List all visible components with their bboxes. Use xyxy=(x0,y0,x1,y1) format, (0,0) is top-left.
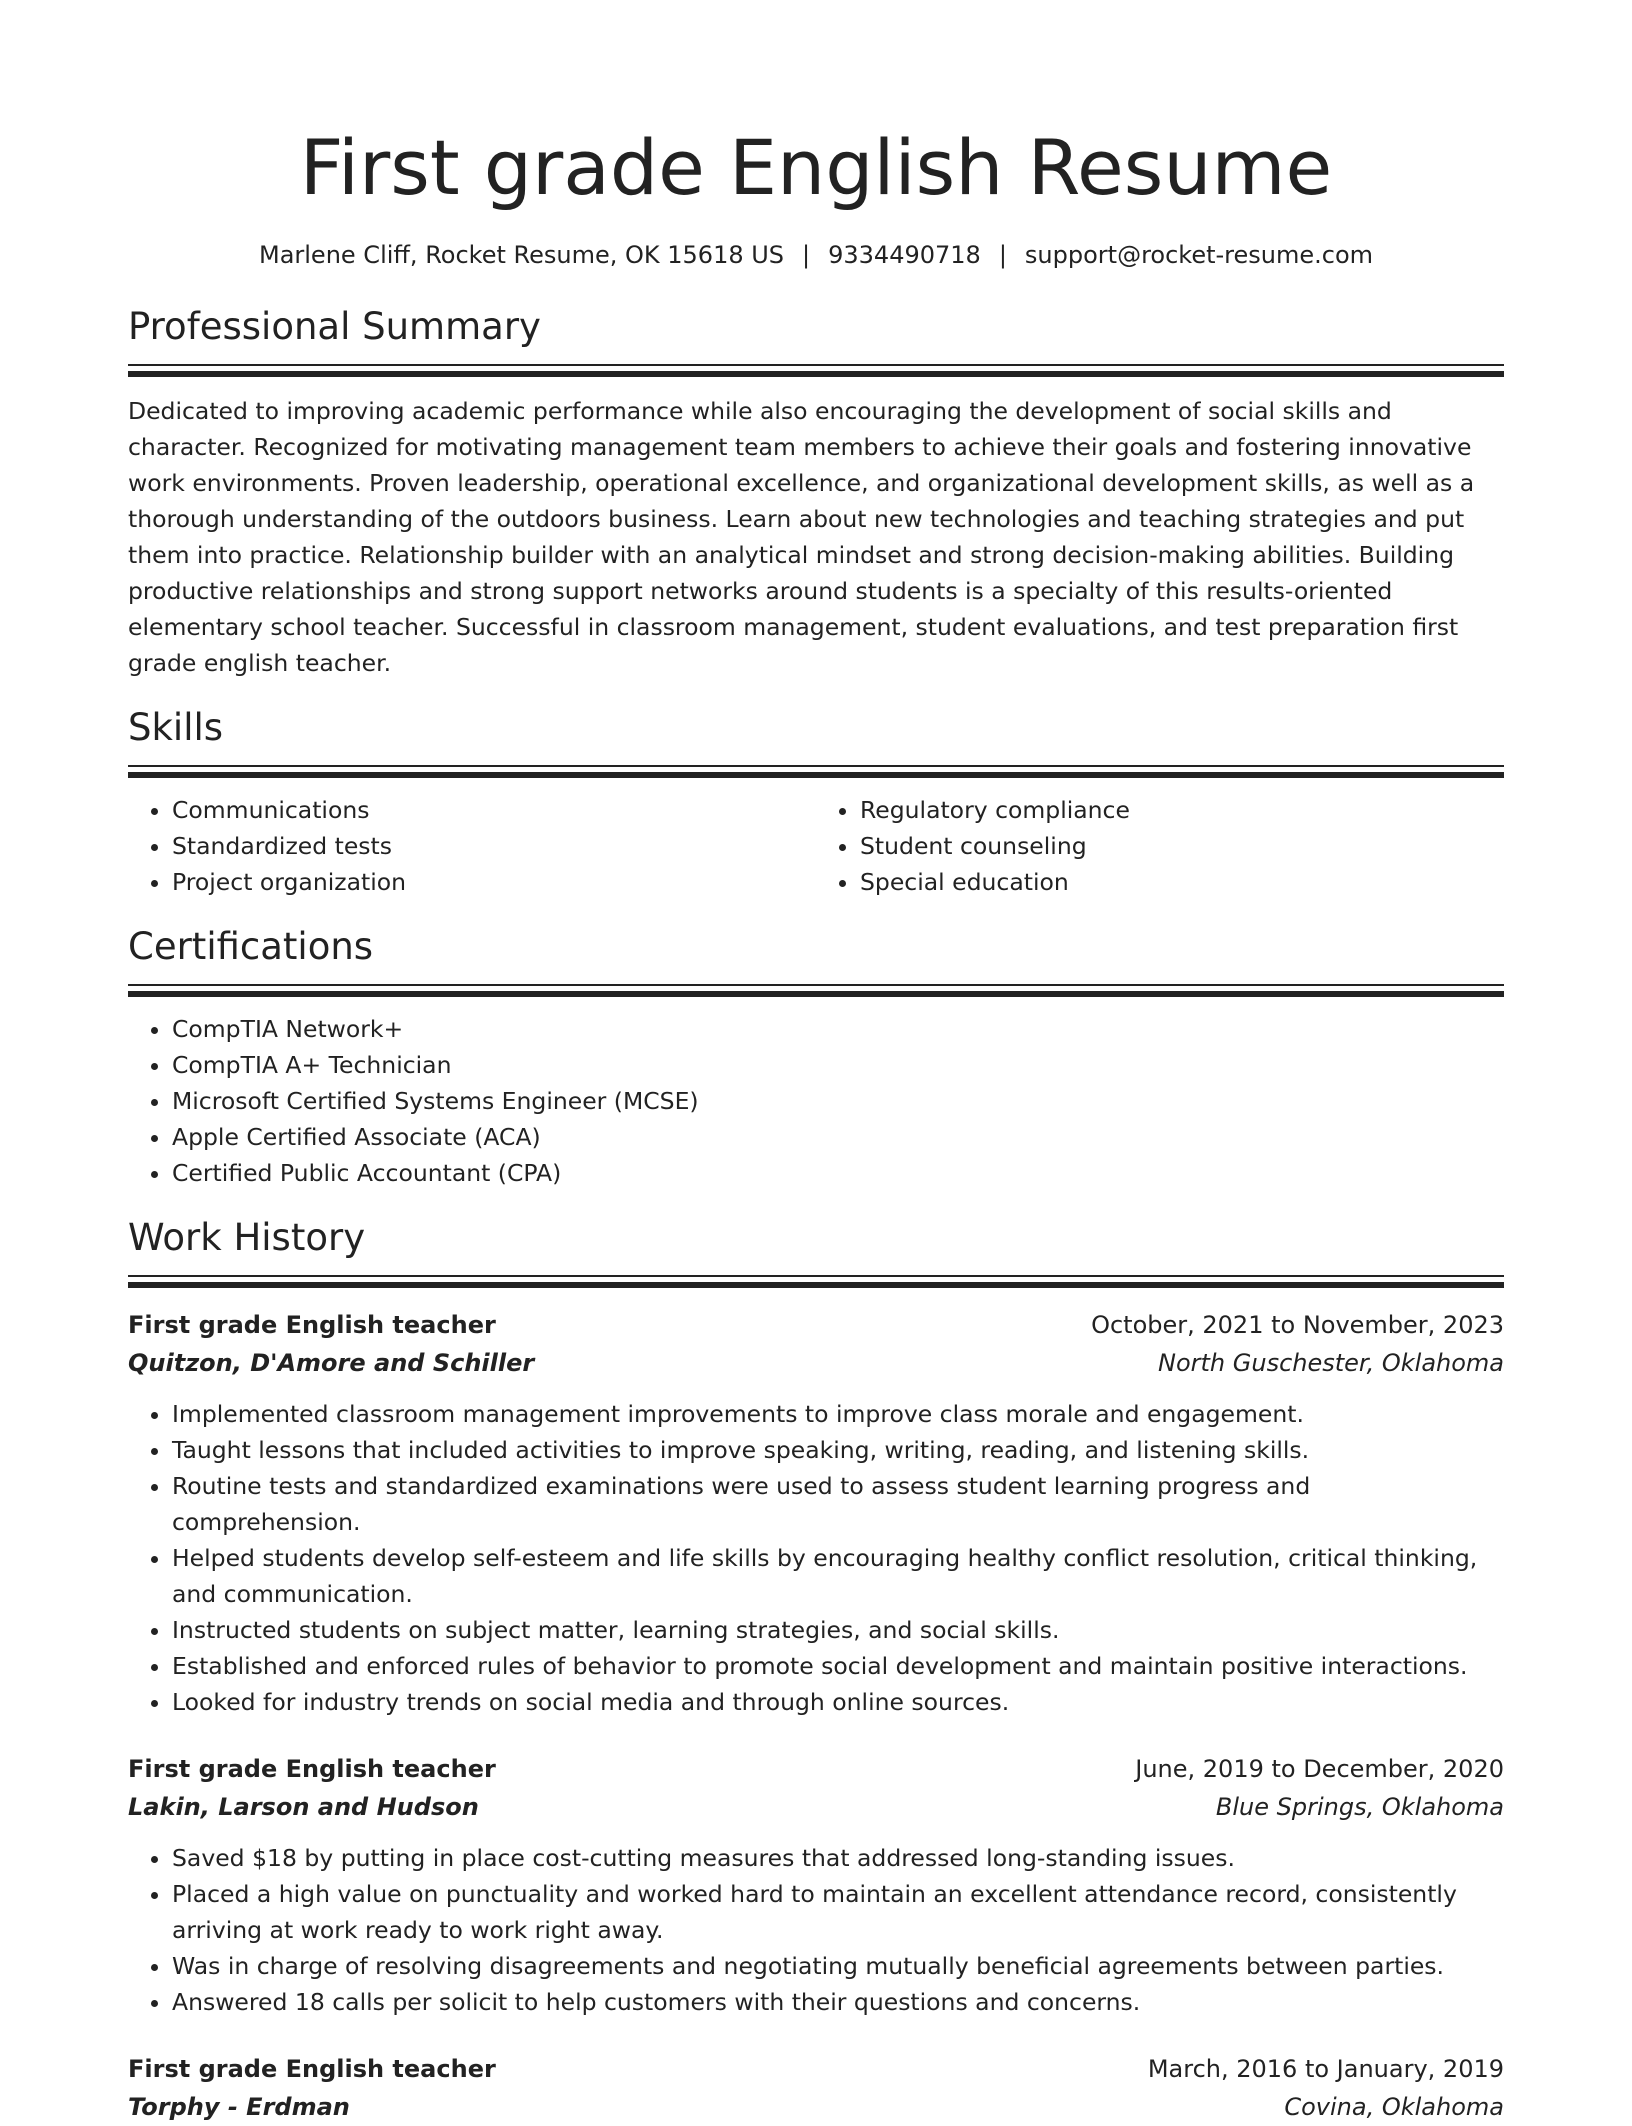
skill-item: • Special education xyxy=(860,864,1504,900)
certification-item: • Apple Certified Associate (ACA) xyxy=(172,1119,1504,1155)
job-bullets xyxy=(128,1840,1504,2020)
job-company-row xyxy=(128,1788,1504,1826)
job-entry xyxy=(128,2050,1504,2126)
certification-item: • CompTIA A+ Technician xyxy=(172,1047,1504,1083)
job-bullet: • Was in charge of resolving disagreements and negotiating mutually beneficial agreements between parties. xyxy=(172,1948,1504,1984)
contact-email: support@rocket-resume.com xyxy=(1024,241,1374,269)
job-bullet: • Implemented classroom management improvements to improve class morale and engagement. xyxy=(172,1396,1504,1432)
job-location: North Guschester, Oklahoma xyxy=(1158,1349,1504,1377)
job-company-row xyxy=(128,2088,1504,2126)
certifications-list xyxy=(128,1011,1504,1191)
job-dates: June, 2019 to December, 2020 xyxy=(1135,1755,1504,1783)
job-company: Torphy - Erdman xyxy=(128,2093,350,2121)
job-title: First grade English teacher xyxy=(128,1755,496,1783)
skill-item: • Project organization xyxy=(172,864,816,900)
job-company-row xyxy=(128,1344,1504,1382)
certification-item: • Microsoft Certified Systems Engineer (MCSE) xyxy=(172,1083,1504,1119)
job-bullet: • Answered 18 calls per solicit to help customers with their questions and concerns. xyxy=(172,1984,1504,2020)
job-location: Blue Springs, Oklahoma xyxy=(1215,1793,1504,1821)
skills-list-left xyxy=(128,792,816,900)
job-bullet: • Placed a high value on punctuality and worked hard to maintain an excellent attendance record, consistently arriving at work ready to work right away. xyxy=(172,1876,1504,1948)
work-history-heading: Work History xyxy=(128,1216,366,1259)
certification-item: • CompTIA Network+ xyxy=(172,1011,1504,1047)
skills-section xyxy=(128,703,1504,900)
job-header-row xyxy=(128,2050,1504,2088)
contact-separator: | xyxy=(998,241,1007,269)
section-divider xyxy=(128,984,1504,997)
job-bullets xyxy=(128,1396,1504,1720)
contact-line xyxy=(128,238,1504,272)
skills-list-right xyxy=(816,792,1504,900)
job-title: First grade English teacher xyxy=(128,2055,496,2083)
job-company: Quitzon, D'Amore and Schiller xyxy=(128,1349,535,1377)
skill-item: • Student counseling xyxy=(860,828,1504,864)
job-header-row xyxy=(128,1306,1504,1344)
job-bullet: • Looked for industry trends on social media and through online sources. xyxy=(172,1684,1504,1720)
job-company: Lakin, Larson and Hudson xyxy=(128,1793,479,1821)
job-header-row xyxy=(128,1750,1504,1788)
job-dates: March, 2016 to January, 2019 xyxy=(1147,2055,1504,2083)
skill-item: • Regulatory compliance xyxy=(860,792,1504,828)
job-dates: October, 2021 to November, 2023 xyxy=(1091,1311,1504,1339)
job-bullet: • Taught lessons that included activities to improve speaking, writing, reading, and listening skills. xyxy=(172,1432,1504,1468)
certifications-section xyxy=(128,922,1504,1191)
skill-item: • Standardized tests xyxy=(172,828,816,864)
summary-text: Dedicated to improving academic performance while also encouraging the development of social skills and character. Recognized for motivating management team members to achieve their goals and fostering innovative work environments. Proven leadership, operational excellence, and organizational development skills, as well as a thorough understanding of the outdoors business. Learn about new technologies and teaching strategies and put them into practice. Relationship builder with an analytical mindset and strong decision-making abilities. Building productive relationships and strong support networks around students is a specialty of this results-oriented elementary school teacher. Successful in classroom management, student evaluations, and test preparation first grade english teacher. xyxy=(128,397,1475,677)
skill-item: • Communications xyxy=(172,792,816,828)
summary-heading: Professional Summary xyxy=(128,305,541,348)
job-bullet: • Helped students develop self-esteem and life skills by encouraging healthy conflict resolution, critical thinking, and communication. xyxy=(172,1540,1504,1612)
contact-phone: 9334490718 xyxy=(828,241,981,269)
job-bullet: • Established and enforced rules of behavior to promote social development and maintain positive interactions. xyxy=(172,1648,1504,1684)
job-entry xyxy=(128,1750,1504,2020)
job-bullet: • Routine tests and standardized examinations were used to assess student learning progress and comprehension. xyxy=(172,1468,1504,1540)
section-divider xyxy=(128,765,1504,778)
section-divider xyxy=(128,364,1504,377)
job-bullet: • Saved $18 by putting in place cost-cutting measures that addressed long-standing issues. xyxy=(172,1840,1504,1876)
summary-section xyxy=(128,302,1504,681)
work-history-section xyxy=(128,1213,1504,2126)
resume-title: First grade English Resume xyxy=(299,123,1333,212)
contact-separator: | xyxy=(802,241,811,269)
contact-address: Marlene Cliff, Rocket Resume, OK 15618 US xyxy=(258,241,785,269)
section-divider xyxy=(128,1275,1504,1288)
job-bullet: • Instructed students on subject matter, learning strategies, and social skills. xyxy=(172,1612,1504,1648)
job-entry xyxy=(128,1306,1504,1720)
skills-heading: Skills xyxy=(128,706,224,749)
certification-item: • Certified Public Accountant (CPA) xyxy=(172,1155,1504,1191)
skills-grid xyxy=(128,792,1504,900)
certifications-heading: Certifications xyxy=(128,925,374,968)
job-title: First grade English teacher xyxy=(128,1311,496,1339)
job-location: Covina, Oklahoma xyxy=(1284,2093,1504,2121)
